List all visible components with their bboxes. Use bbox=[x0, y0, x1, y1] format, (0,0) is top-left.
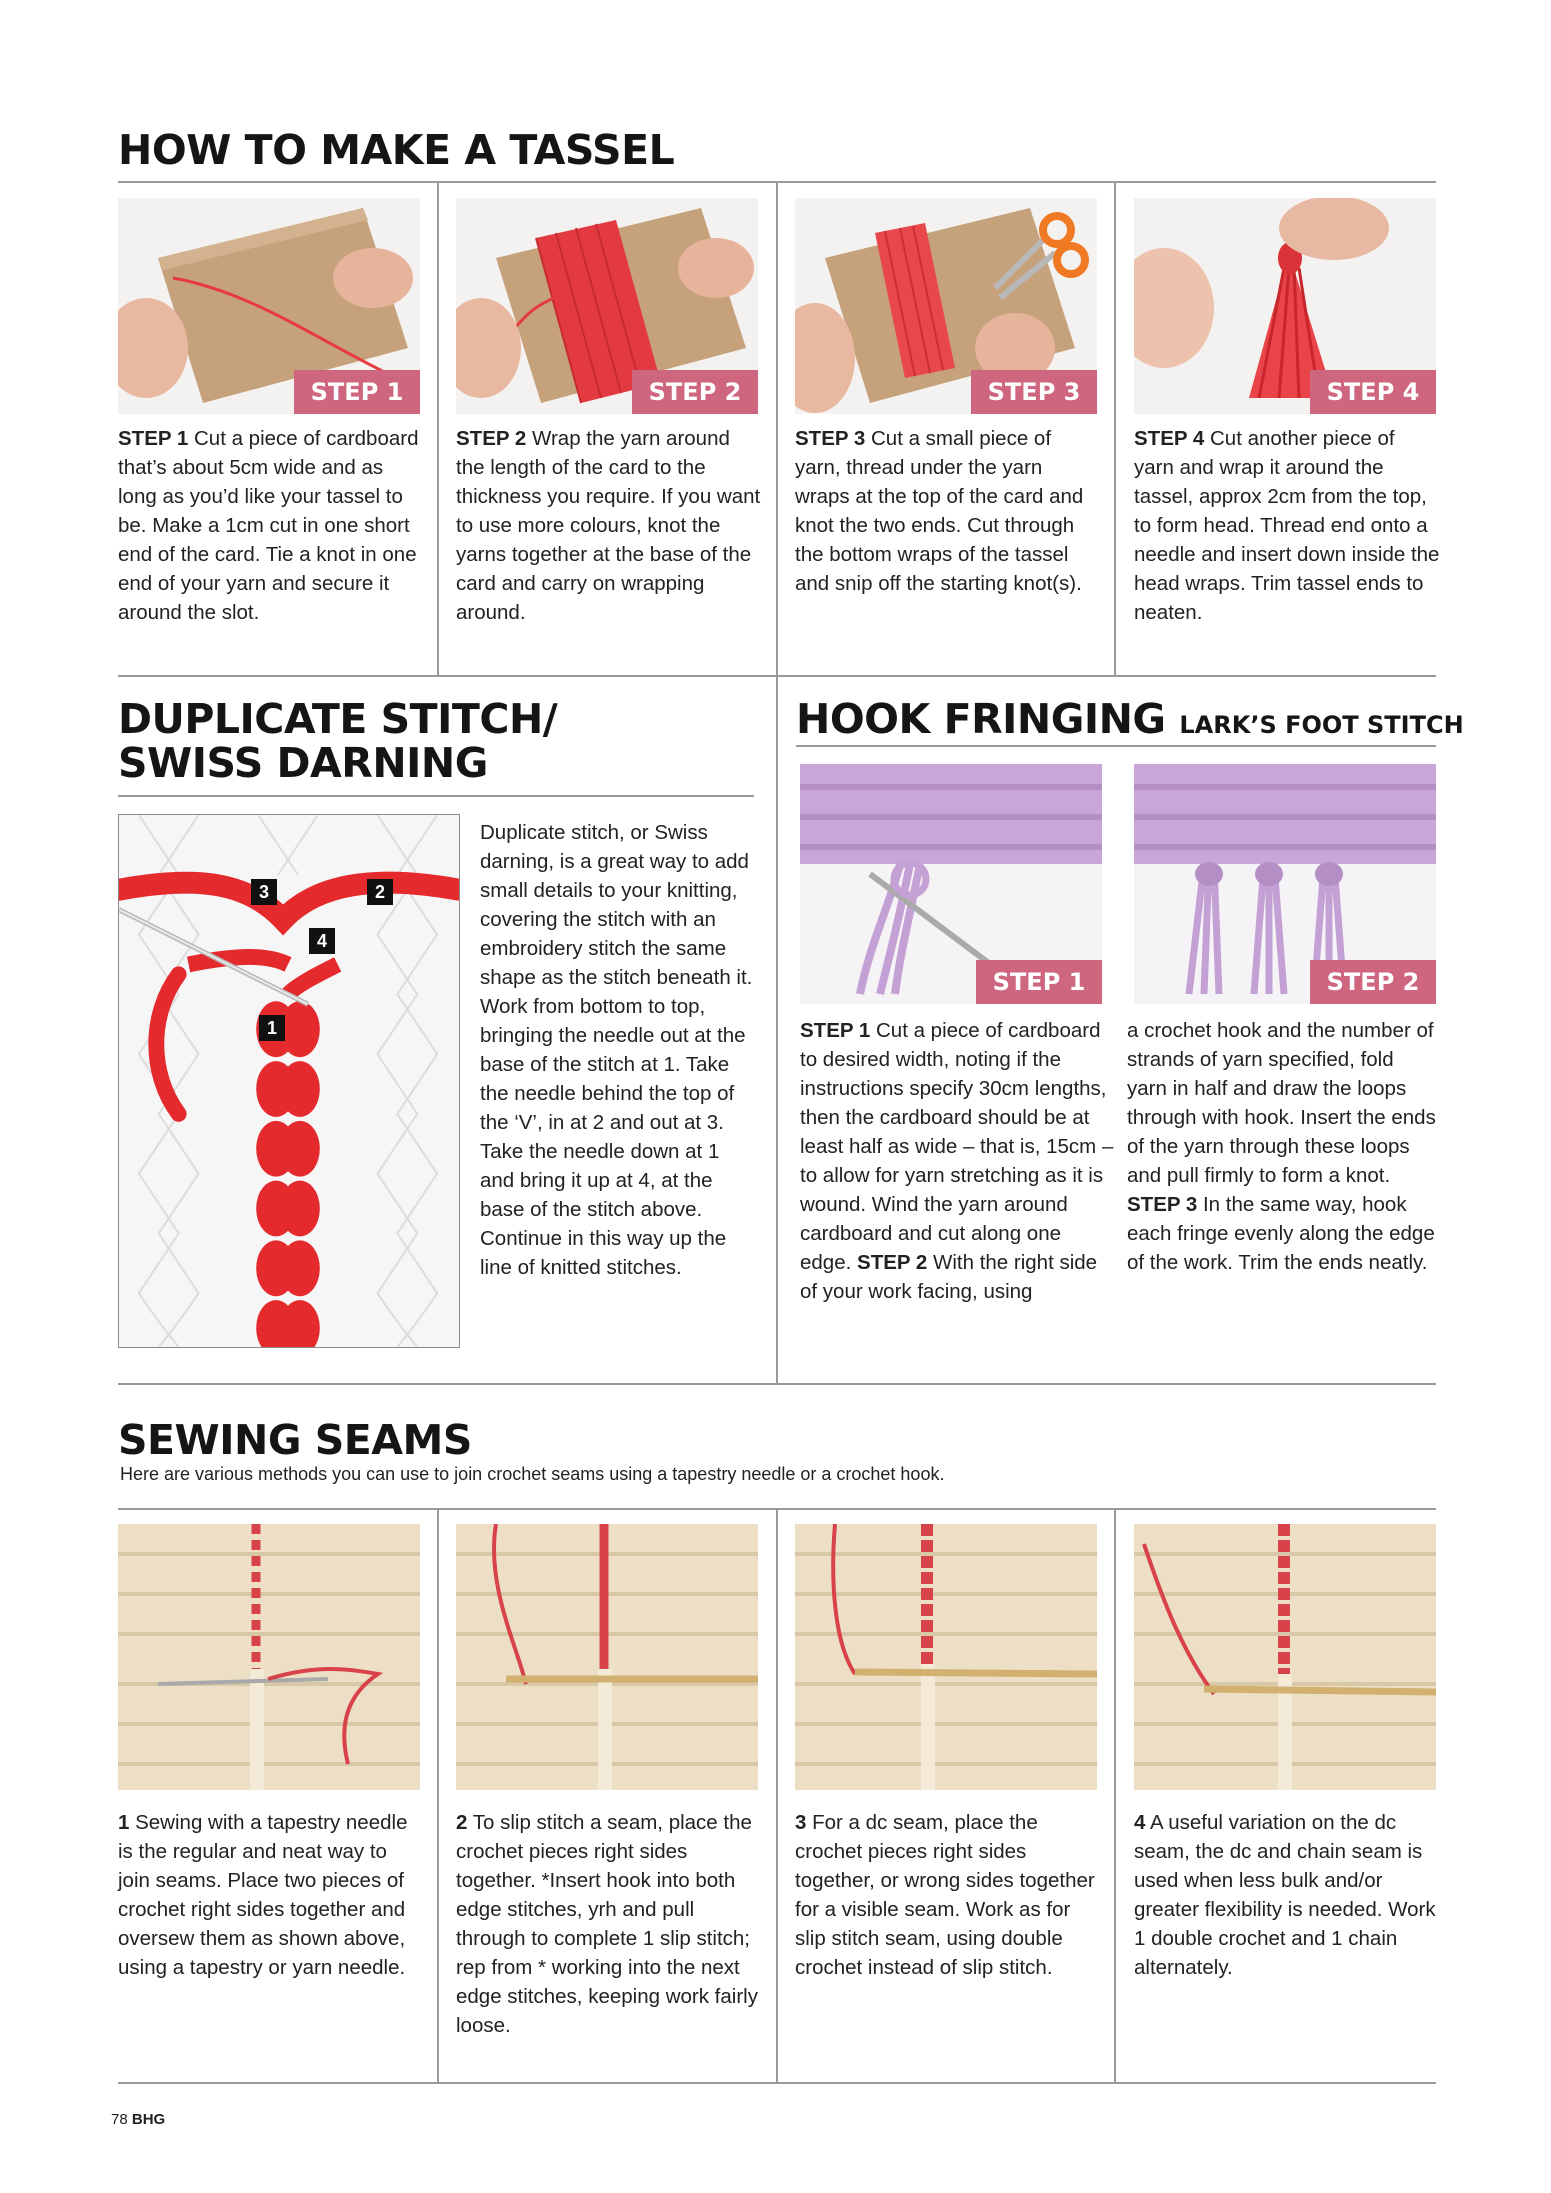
tassel-step4-photo bbox=[1134, 198, 1436, 414]
brand: BHG bbox=[131, 2111, 166, 2128]
step-badge: STEP 3 bbox=[971, 370, 1097, 414]
seam-step1-photo bbox=[118, 1524, 420, 1790]
seam-step3-photo bbox=[795, 1524, 1097, 1790]
column-divider bbox=[1114, 182, 1116, 676]
column-divider bbox=[437, 1509, 439, 2083]
page-number: 78 bbox=[111, 2111, 128, 2128]
duplicate-stitch-diagram bbox=[118, 814, 460, 1348]
tassel-step4-text: STEP 4 Cut another piece of yarn and wrap it around the tassel, approx 2cm from the top, to form head. Thread end onto a needle and insert down inside the head wraps. Trim tassel ends to neaten. bbox=[1134, 427, 1440, 624]
step-badge: STEP 2 bbox=[632, 370, 758, 414]
tassel-step1-text: STEP 1 Cut a piece of cardboard that’s about 5cm wide and as long as you’d like your tassel to be. Make a 1cm cut in one short end of the card. Tie a knot in one end of your yarn and secure it around the slot. bbox=[118, 427, 419, 624]
diagram-label-2: 2 bbox=[367, 879, 393, 905]
tassel-step3-text: STEP 3 Cut a small piece of yarn, thread under the yarn wraps at the top of the card and knot the two ends. Cut through the bottom wraps of the tassel and snip off the starting knot(s). bbox=[795, 427, 1084, 595]
column-divider bbox=[776, 182, 778, 676]
diagram-label-4: 4 bbox=[309, 928, 335, 954]
divider bbox=[118, 795, 754, 797]
column-divider bbox=[776, 1509, 778, 2083]
seam-step2-photo bbox=[456, 1524, 758, 1790]
seam-step4-text: 4 A useful variation on the dc seam, the dc and chain seam is used when less bulk and/or greater flexibility is needed. Work 1 double crochet and 1 chain alternately. bbox=[1134, 1811, 1436, 1979]
diagram-label-1: 1 bbox=[259, 1015, 285, 1041]
tassel-step2-photo bbox=[456, 198, 758, 414]
divider bbox=[118, 1383, 1436, 1385]
tassel-step1-photo bbox=[118, 198, 420, 414]
diagram-label-3: 3 bbox=[251, 879, 277, 905]
fringing-step1-photo bbox=[800, 764, 1102, 1004]
seam-step4-photo bbox=[1134, 1524, 1436, 1790]
seam-step1-text: 1 Sewing with a tapestry needle is the regular and neat way to join seams. Place two pieces of crochet right sides together and oversew them as shown above, using a tapestry or yarn needle. bbox=[118, 1811, 408, 1979]
step-badge: STEP 2 bbox=[1310, 960, 1436, 1004]
duplicate-text: Duplicate stitch, or Swiss darning, is a great way to add small details to your knitting, covering the stitch with an embroidery stitch the same shape as the stitch beneath it. Work from bottom to top, bringing the needle out at the base of the stitch at 1. Take the needle behind the top of the ‘V’, in at 2 and out at 3. Take the needle down at 1 and bring it up at 4, at the base of the stitch above. Continue in this way up the line of knitted stitches. bbox=[480, 821, 753, 1279]
fringing-col1-text: STEP 1 Cut a piece of cardboard to desired width, noting if the instructions specify 30cm lengths, then the cardboard should be at least half as wide – that is, 15cm – to allow for yarn stretching as it is wound. Wind the yarn around cardboard and cut along one edge. STEP 2 With the right side of your work facing, using bbox=[800, 1019, 1114, 1303]
fringing-col2-text: a crochet hook and the number of strands of yarn specified, fold yarn in half and draw the loops through with hook. Insert the ends of the yarn through these loops and pull firmly to form a knot. STEP 3 In the same way, hook each fringe evenly along the edge of the work. Trim the ends neatly. bbox=[1127, 1019, 1436, 1274]
tassel-step2-text: STEP 2 Wrap the yarn around the length of the card to the thickness you require. If you want to use more colours, knot the yarns together at the base of the card and carry on wrapping around. bbox=[456, 427, 761, 624]
seam-step2-text: 2 To slip stitch a seam, place the crochet pieces right sides together. *Insert hook into both edge stitches, yrh and pull through to complete 1 slip stitch; rep from * working into the next edge stitches, keeping work fairly loose. bbox=[456, 1811, 758, 2037]
column-divider bbox=[776, 676, 778, 1384]
step-badge: STEP 1 bbox=[976, 960, 1102, 1004]
fringing-title: HOOK FRINGING LARK’S FOOT STITCH bbox=[796, 695, 1464, 743]
seam-step3-text: 3 For a dc seam, place the crochet pieces right sides together, or wrong sides together for a visible seam. Work as for slip stitch seam, using double crochet instead of slip stitch. bbox=[795, 1811, 1095, 1979]
page-footer bbox=[111, 2111, 165, 2128]
divider bbox=[118, 2082, 1436, 2084]
divider bbox=[796, 745, 1436, 747]
column-divider bbox=[437, 182, 439, 676]
step-badge: STEP 1 bbox=[294, 370, 420, 414]
tassel-title: HOW TO MAKE A TASSEL bbox=[118, 126, 675, 174]
fringing-step2-photo bbox=[1134, 764, 1436, 1004]
seams-title: SEWING SEAMS bbox=[118, 1416, 472, 1464]
column-divider bbox=[1114, 1509, 1116, 2083]
seams-intro: Here are various methods you can use to join crochet seams using a tapestry needle or a crochet hook. bbox=[120, 1464, 945, 1484]
duplicate-title: DUPLICATE STITCH/ SWISS DARNING bbox=[118, 695, 558, 787]
tassel-step3-photo bbox=[795, 198, 1097, 414]
step-badge: STEP 4 bbox=[1310, 370, 1436, 414]
